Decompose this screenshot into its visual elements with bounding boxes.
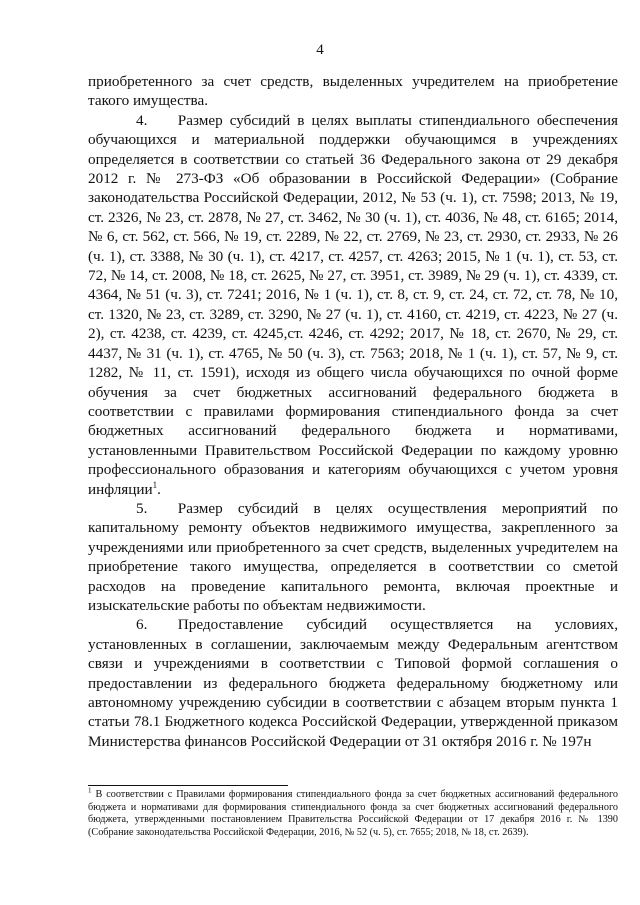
paragraph-4: [88, 111, 618, 499]
paragraph-4-text: 4. Размер субсидий в целях выплаты стипендиального обеспечения обучающихся и материальной поддержки обучающимся в учреждениях определяется в соответствии со статьей 36 Федерального закона от 29 декабря 2012 г. № 273-ФЗ «Об образовании в Российской Федерации» (Собрание законодательства Российской Федерации, 2012, № 53 (ч. 1), ст. 7598; 2013, № 19, ст. 2326, № 23, ст. 2878, № 27, ст. 3462, № 30 (ч. 1), ст. 4036, № 48, ст. 6165; 2014, № 6, ст. 562, ст. 566, № 19, ст. 2289, № 22, ст. 2769, № 23, ст. 2930, ст. 2933, № 26 (ч. 1), ст. 3388, № 30 (ч. 1), ст. 4217, ст. 4257, ст. 4263; 2015, № 1 (ч. 1), ст. 53, ст. 72, № 14, ст. 2008, № 18, ст. 2625, № 27, ст. 3951, ст. 3989, № 29 (ч. 1), ст. 4339, ст. 4364, № 51 (ч. 3), ст. 7241; 2016, № 1 (ч. 1), ст. 8, ст. 9, ст. 24, ст. 72, ст. 78, № 10, ст. 1320, № 23, ст. 3289, ст. 3290, № 27 (ч. 1), ст. 4160, ст. 4219, ст. 4223, № 27 (ч. 2), ст. 4238, ст. 4239, ст. 4245,ст. 4246, ст. 4292; 2017, № 18, ст. 2670, № 29, ст. 4437, № 31 (ч. 1), ст. 4765, № 50 (ч. 3), ст. 7563; 2018, № 1 (ч. 1), ст. 57, № 9, ст. 1282, № 11, ст. 1591), исходя из общего числа обучающихся по очной форме обучения за счет бюджетных ассигнований федерального бюджета в соответствии с правилами формирования стипендиального фонда за счет бюджетных ассигнований федерального бюджета и нормативами, установленными Правительством Российской Федерации по каждому уровню профессионального образования и категориям обучающихся с учетом уровня инфляции: [88, 111, 618, 498]
paragraph-6: 6. Предоставление субсидий осуществляется на условиях, установленных в соглашении, заключаемым между Федеральным агентством связи и учреждениями в соответствии с Типовой формой соглашения о предоставлении из федерального бюджета федеральному бюджетному или автономному учреждению субсидии в соответствии с абзацем вторым пункта 1 статьи 78.1 Бюджетного кодекса Российской Федерации, утвержденной приказом Министерства финансов Российской Федерации от 31 октября 2016 г. № 197н: [88, 616, 618, 750]
paragraph-4-end: .: [157, 480, 161, 498]
footnote-separator: [88, 785, 288, 786]
footnote-reference: 1: [152, 479, 158, 490]
paragraph-continuation: приобретенного за счет средств, выделенных учредителем на приобретение такого имущества.: [88, 73, 618, 110]
document-body: [88, 72, 618, 751]
footnote: [88, 786, 619, 839]
page-number: 4: [316, 42, 324, 58]
paragraph-5: 5. Размер субсидий в целях осуществления мероприятий по капитальному ремонту объектов недвижимого имущества, закрепленного за учреждениями или приобретенного за счет средств, выделенных учредителем на приобретение такого имущества, определяется в соответствии со сметой расходов на проведение капитального ремонта, включая проектные и изыскательские работы по объектам недвижимости.: [88, 499, 618, 614]
footnote-text: В соответствии с Правилами формирования стипендиального фонда за счет бюджетных ассигнований федерального бюджета и нормативами для формирования стипендиального фонда за счет бюджетных ассигнований федерального бюджета, утвержденными постановлением Правительства Российской Федерации от 17 декабря 2016 г. № 1390 (Собрание законодательства Российской Федерации, 2016, № 52 (ч. 5), ст. 7655; 2018, № 18, ст. 2639).: [88, 789, 619, 838]
footnote-mark: 1: [88, 786, 92, 795]
